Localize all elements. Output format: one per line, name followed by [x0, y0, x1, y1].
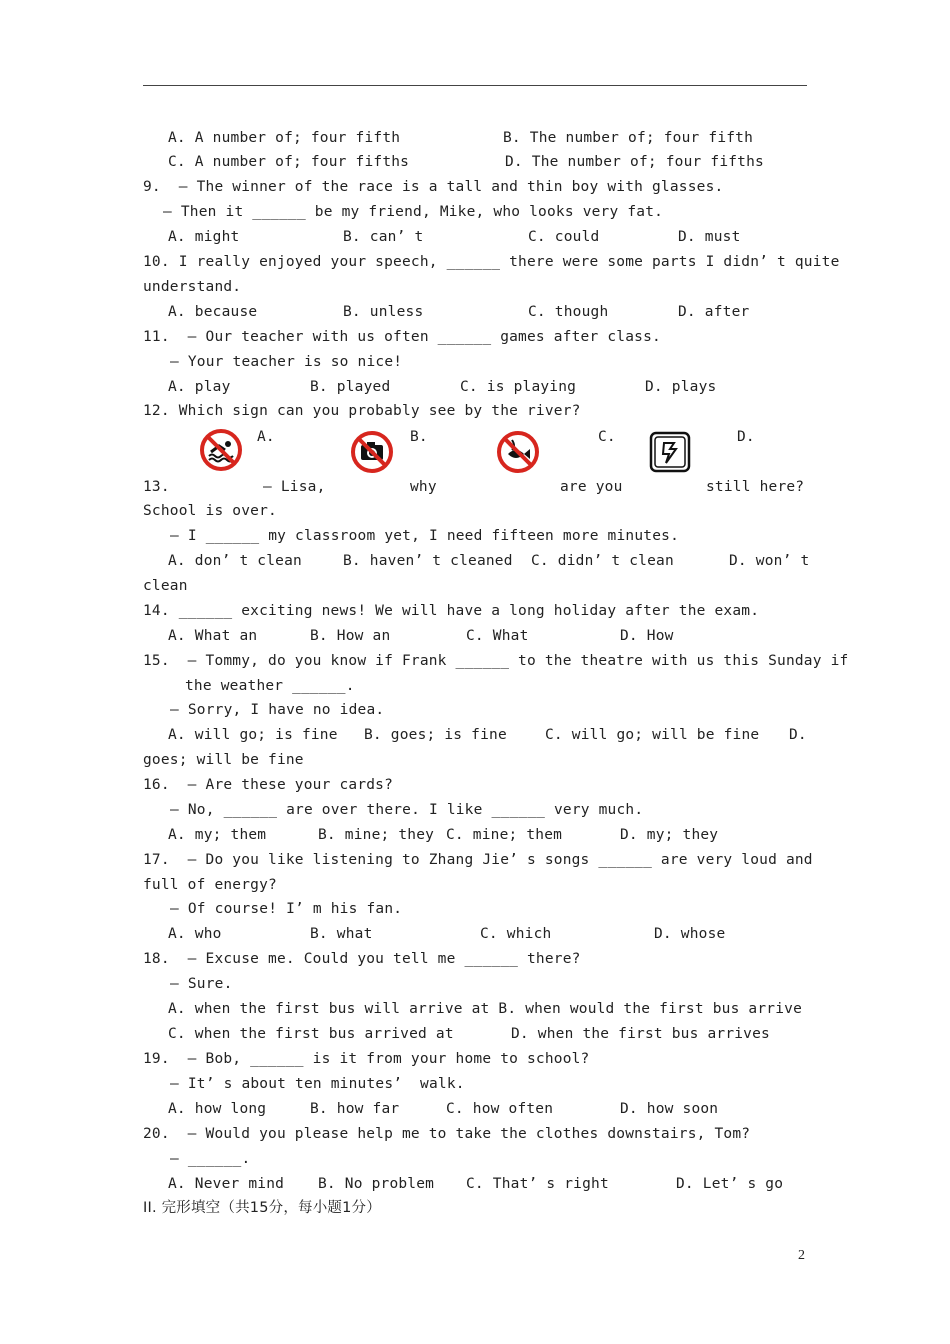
option-9a: A. might [168, 229, 240, 245]
page-number: 2 [798, 1248, 805, 1263]
question-13-part2: why [410, 479, 437, 495]
question-19: 19. – Bob, ______ is it from your home to school? [143, 1051, 590, 1067]
option-18ab: A. when the first bus will arrive at B. when would the first bus arrive [168, 1001, 803, 1017]
option-8c: C. A number of; four fifths [168, 154, 410, 170]
option-15c: C. will go; will be fine [545, 727, 760, 743]
question-14: 14. ______ exciting news! We will have a long holiday after the exam. [143, 603, 760, 619]
question-20: 20. – Would you please help me to take the clothes downstairs, Tom? [143, 1126, 751, 1142]
option-13b: B. haven’ t cleaned [343, 553, 513, 569]
option-15d: D. [789, 727, 807, 743]
header-rule [143, 85, 807, 86]
option-19c: C. how often [446, 1101, 554, 1117]
option-15a: A. will go; is fine [168, 727, 338, 743]
question-11-reply: – Your teacher is so nice! [170, 354, 403, 370]
question-13-part3: are you [560, 479, 623, 495]
question-15: 15. – Tommy, do you know if Frank ______ to the theatre with us this Sunday if [143, 653, 849, 669]
question-13-reply: – I ______ my classroom yet, I need fifteen more minutes. [170, 528, 679, 544]
section-2-heading: II. 完形填空（共15分，每小题1分） [143, 1200, 381, 1216]
question-15-reply: – Sorry, I have no idea. [170, 702, 385, 718]
question-12: 12. Which sign can you probably see by the river? [143, 403, 581, 419]
option-20c: C. That’ s right [466, 1176, 609, 1192]
option-9d: D. must [678, 229, 741, 245]
option-13a: A. don’ t clean [168, 553, 302, 569]
option-15b: B. goes; is fine [364, 727, 507, 743]
option-10b: B. unless [343, 304, 424, 320]
option-17d: D. whose [654, 926, 726, 942]
option-9c: C. could [528, 229, 600, 245]
option-13d: D. won’ t [729, 553, 810, 569]
option-17a: A. who [168, 926, 222, 942]
question-13-cont: School is over. [143, 503, 277, 519]
question-18-reply: – Sure. [170, 976, 233, 992]
option-19a: A. how long [168, 1101, 267, 1117]
question-17-reply: – Of course! I’ m his fan. [170, 901, 403, 917]
sign-c-label: C. [598, 429, 616, 445]
question-10: 10. I really enjoyed your speech, ______ there were some parts I didn’ t quite [143, 254, 840, 270]
question-18: 18. – Excuse me. Could you tell me ______ there? [143, 951, 581, 967]
question-16: 16. – Are these your cards? [143, 777, 394, 793]
option-20a: A. Never mind [168, 1176, 285, 1192]
option-19b: B. how far [310, 1101, 400, 1117]
option-11c: C. is playing [460, 379, 577, 395]
option-20d: D. Let’ s go [676, 1176, 784, 1192]
option-8a: A. A number of; four fifth [168, 130, 401, 146]
option-14b: B. How an [310, 628, 391, 644]
option-19d: D. how soon [620, 1101, 719, 1117]
option-9b: B. can’ t [343, 229, 424, 245]
question-9-reply: – Then it ______ be my friend, Mike, who looks very fat. [163, 204, 664, 220]
option-17c: C. which [480, 926, 552, 942]
sign-d-label: D. [737, 429, 755, 445]
option-11d: D. plays [645, 379, 717, 395]
question-9: 9. – The winner of the race is a tall and thin boy with glasses. [143, 179, 724, 195]
option-15d-cont: goes; will be fine [143, 752, 304, 768]
option-8d: D. The number of; four fifths [505, 154, 764, 170]
option-16a: A. my; them [168, 827, 267, 843]
question-16-reply: – No, ______ are over there. I like ______ very much. [170, 802, 644, 818]
option-11b: B. played [310, 379, 391, 395]
option-13d-cont: clean [143, 578, 188, 594]
option-18d: D. when the first bus arrives [511, 1026, 770, 1042]
no-fishing-icon [496, 430, 540, 474]
option-20b: B. No problem [318, 1176, 435, 1192]
question-15-cont: the weather ______. [185, 678, 355, 694]
option-13c: C. didn’ t clean [531, 553, 674, 569]
question-20-reply: – ______. [170, 1151, 251, 1167]
no-photography-icon [350, 430, 394, 474]
option-10c: C. though [528, 304, 609, 320]
question-10-cont: understand. [143, 279, 242, 295]
option-10a: A. because [168, 304, 258, 320]
sign-b-label: B. [410, 429, 428, 445]
question-17: 17. – Do you like listening to Zhang Jie’ s songs ______ are very loud and [143, 852, 813, 868]
option-10d: D. after [678, 304, 750, 320]
option-16c: C. mine; them [446, 827, 563, 843]
no-swimming-icon [199, 428, 243, 472]
option-16d: D. my; they [620, 827, 719, 843]
option-18c: C. when the first bus arrived at [168, 1026, 454, 1042]
sign-a-label: A. [257, 429, 275, 445]
option-11a: A. play [168, 379, 231, 395]
question-19-reply: – It’ s about ten minutes’ walk. [170, 1076, 465, 1092]
option-14a: A. What an [168, 628, 258, 644]
option-17b: B. what [310, 926, 373, 942]
question-13-part1: – Lisa, [263, 479, 326, 495]
question-11: 11. – Our teacher with us often ______ games after class. [143, 329, 661, 345]
question-13-part4: still here? [706, 479, 805, 495]
question-13-num: 13. [143, 479, 170, 495]
option-14c: C. What [466, 628, 529, 644]
recycle-icon [648, 430, 692, 474]
option-8b: B. The number of; four fifth [503, 130, 754, 146]
question-17-cont: full of energy? [143, 877, 277, 893]
option-14d: D. How [620, 628, 674, 644]
option-16b: B. mine; they [318, 827, 435, 843]
